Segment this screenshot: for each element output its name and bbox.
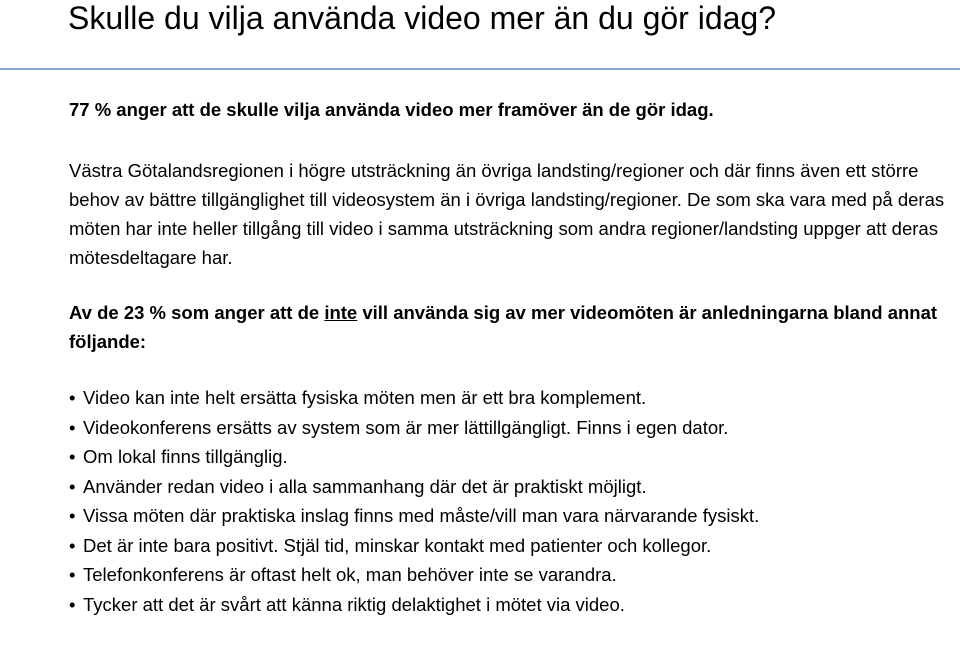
list-item-text: Telefonkonferens är oftast helt ok, man behöver inte se varandra. (83, 564, 617, 585)
list-item (69, 472, 949, 502)
list-item-text: Vissa möten där praktiska inslag finns med måste/vill man vara närvarande fysiskt. (83, 505, 760, 526)
list-item-text: Använder redan video i alla sammanhang där det är praktiskt möjligt. (83, 475, 647, 497)
bullet-icon: • (69, 534, 76, 556)
list-item (69, 413, 949, 443)
reasons-heading-underlined: inte (324, 302, 358, 323)
reasons-heading-before: Av de 23 % som anger att de (69, 302, 325, 323)
list-item (69, 383, 949, 413)
bullet-icon: • (69, 505, 76, 526)
list-item (69, 531, 949, 561)
title-divider (0, 68, 960, 70)
list-item (69, 560, 949, 590)
list-item-text: Video kan inte helt ersätta fysiska möten men är ett bra komplement. (83, 387, 647, 408)
reasons-heading (69, 298, 949, 356)
slide-title: Skulle du vilja använda video mer än du gör idag? (68, 0, 777, 36)
list-item-text: Det är inte bara positivt. Stjäl tid, minskar kontakt med patienter och kollegor. (83, 534, 712, 556)
bullet-icon: • (69, 387, 76, 408)
reasons-heading-after: vill använda sig av mer videomöten är anledningarna bland annat följande: (69, 302, 938, 352)
list-item-text: Tycker att det är svårt att känna riktig delaktighet i mötet via video. (83, 593, 625, 615)
bullet-icon: • (69, 475, 76, 497)
list-item (69, 442, 949, 472)
bullet-icon: • (69, 593, 76, 615)
reasons-list (69, 383, 949, 619)
list-item (69, 590, 949, 620)
slide-content (69, 95, 949, 619)
list-item (69, 501, 949, 531)
body-paragraph: Västra Götalandsregionen i högre utsträckning än övriga landsting/regioner och där finns även ett större behov av bättre tillgänglighet till videosystem än i övriga landsting/regioner. De som ska vara med på deras möten har inte heller tillgång till video i samma utsträckning som andra regioner/landsting uppger att deras mötesdeltagare har. (69, 160, 945, 268)
summary-statement: 77 % anger att de skulle vilja använda video mer framöver än de gör idag. (69, 99, 714, 120)
list-item-text: Om lokal finns tillgänglig. (83, 446, 288, 467)
list-item-text: Videokonferens ersätts av system som är mer lättillgängligt. Finns i egen dator. (83, 416, 729, 438)
bullet-icon: • (69, 564, 76, 585)
bullet-icon: • (69, 416, 76, 438)
bullet-icon: • (69, 446, 76, 467)
